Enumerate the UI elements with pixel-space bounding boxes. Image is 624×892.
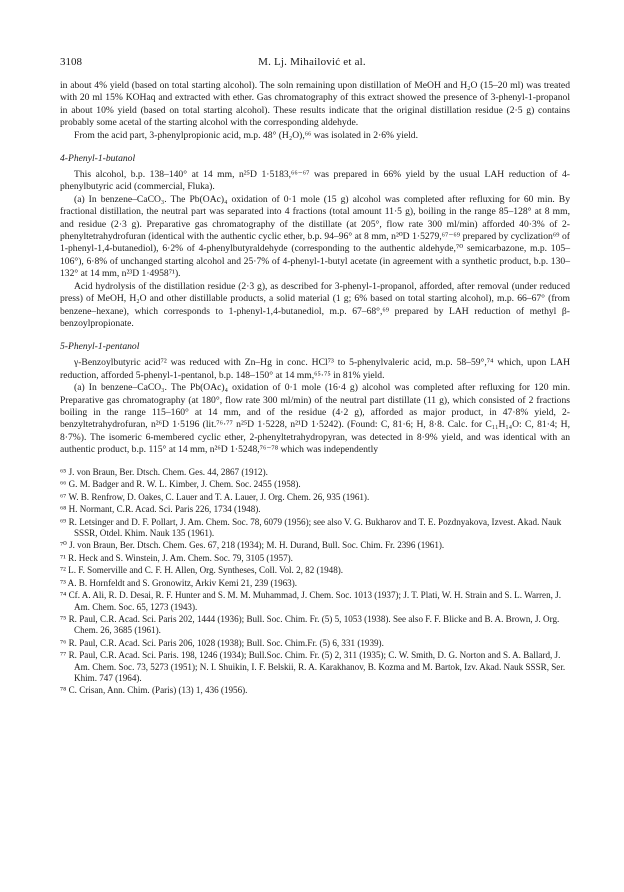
paragraph: Acid hydrolysis of the distillation residue (2·3 g), as described for 3-phenyl-1-propanol, afforded, after removal (under reduced press) of MeOH, H₂O and other distillable products, a solid material (1 g; 6% based on total starting alcohol), m.p. 66–67° (from benzene–hexane), which corresponds to 1-phenyl-1,4-butanediol, m.p. 67–68°,⁶⁹ prepared by LAH reduction of methyl β-benzoylpropionate. (60, 280, 570, 329)
page-number: 3108 (60, 56, 82, 68)
journal-page (60, 56, 570, 698)
reference-item: ⁷⁸ C. Crisan, Ann. Chim. (Paris) (13) 1, 436 (1956). (60, 685, 248, 696)
paragraph: (a) In benzene–CaCO₃. The Pb(OAc)₄ oxidation of 0·1 mole (15 g) alcohol was completed after refluxing for 60 min. By fractional distillation, the neutral part was separated into 4 fractions (total amount 11·5 g), boiling in the range 85–128° at 8 mm, and residue (2·3 g). Preparative gas chromatography of the distillate (at 205°, flow rate 300 ml/min) afforded 40·3% of 2-phenyltetrahydrofuran (identical with the authentic cyclic ether, b.p. 94–96° at 8 mm, n²⁰D 1·5279,⁶⁷⁻⁶⁹ prepared by cyclization⁶⁹ of 1-phenyl-1,4-butanediol), 6·2% of 4-phenylbutyraldehyde (corresponding to the authentic aldehyde,⁷⁰ semicarbazone, m.p. 105–106°), 6·8% of unchanged starting alcohol and 25·7% of 4-phenyl-1-butyl acetate (in agreement with a synthetic product, b.p. 130–132° at 14 mm, n²³D 1·4958⁷¹). (60, 193, 570, 280)
reference-item: ⁶⁶ G. M. Badger and R. W. L. Kimber, J. Chem. Soc. 2455 (1958). (60, 479, 301, 490)
section-heading: 5-Phenyl-1-pentanol (60, 341, 140, 353)
running-title: M. Lj. Mihailović et al. (258, 56, 366, 68)
reference-item: ⁷³ A. B. Hornfeldt and S. Gronowitz, Arkiv Kemi 21, 239 (1963). (60, 577, 298, 588)
paragraph: γ-Benzoylbutyric acid⁷² was reduced with Zn–Hg in conc. HCl⁷³ to 5-phenylvaleric acid, m.p. 58–59°,⁷⁴ which, upon LAH reduction, afforded 5-phenyl-1-pentanol, b.p. 148–150° at 14 mm,⁶⁵·⁷⁵ in 81% yield. (60, 357, 570, 381)
reference-item: ⁷⁶ R. Paul, C.R. Acad. Sci. Paris 206, 1028 (1938); Bull. Soc. Chim.Fr. (5) 6, 331 (1939). (60, 637, 384, 648)
paragraph: This alcohol, b.p. 138–140° at 14 mm, n²⁵D 1·5183,⁶⁶⁻⁶⁷ was prepared in 66% yield by the usual LAH reduction of 4-phenylbutyric acid (commercial, Fluka). (60, 169, 570, 193)
reference-item: ⁶⁷ W. B. Renfrow, D. Oakes, C. Lauer and T. A. Lauer, J. Org. Chem. 26, 935 (1961). (60, 491, 370, 502)
reference-item: ⁶⁵ J. von Braun, Ber. Dtsch. Chem. Ges. 44, 2867 (1912). (60, 466, 268, 477)
paragraph: in about 4% yield (based on total starting alcohol). The soln remaining upon distillation of MeOH and H₂O (15–20 ml) was treated with 20 ml 15% KOHaq and extracted with ether. Gas chromatography of this extract showed the presence of 3-phenyl-1-propanol in about 10% yield (based on total starting alcohol). These results indicate that the original distillation residue (2·5 g) contains probably some acetal of the starting alcohol with the corresponding aldehyde. (60, 80, 570, 129)
reference-item: ⁷⁷ R. Paul, C.R. Acad. Sci. Paris. 198, 1246 (1934); Bull.Soc. Chim. Fr. (5) 2, 311 (1935); C. W. Smith, D. G. Norton and S. A. Ballard, J. Am. Chem. Soc. 73, 5273 (1951); N. I. Shuikin, I. F. Belskii, R. A. Karakhanov, B. Kozma and M. Bartok, Izv. Akad. Nauk SSSR, Ser. Khim. 747 (1964). (60, 650, 566, 683)
reference-item: ⁷¹ R. Heck and S. Winstein, J. Am. Chem. Soc. 79, 3105 (1957). (60, 552, 293, 563)
paragraph: (a) In benzene–CaCO₃. The Pb(OAc)₄ oxidation of 0·1 mole (16·4 g) alcohol was completed after refluxing for 120 min. Preparative gas chromatography (at 180°, flow rate 300 ml/min) of the neutral part distillate (11 g), which consisted of 2 fractions boiling in the range 115–160° at 14 mm, and of the residue (4·2 g), afforded as major product, in 47·8% yield, 2-benzyltetrahydrofuran, n²⁶D 1·5196 (lit.⁷⁶·⁷⁷ n²⁵D 1·5228, n²¹D 1·5242). (Found: C, 81·6; H, 8·8. Calc. for C₁₁H₁₄O: C, 81·4; H, 8·7%). The isomeric 6-membered cyclic ether, 2-phenyltetrahydropyran, was detected in 8·9% yield, and was identical with an authentic product, b.p. 115° at 14 mm, n²⁶D 1·5248,⁷⁶⁻⁷⁸ which was independently (60, 382, 570, 456)
paragraph: From the acid part, 3-phenylpropionic acid, m.p. 48° (H₂O),⁶⁶ was isolated in 2·6% yield. (74, 129, 418, 141)
footnote-references (60, 467, 570, 697)
reference-item: ⁷⁴ Cf. A. Ali, R. D. Desai, R. F. Hunter and S. M. M. Muhammad, J. Chem. Soc. 1013 (1937); J. T. Plati, W. H. Strain and S. L. Warren, J. Am. Chem. Soc. 65, 1273 (1943). (60, 590, 561, 612)
section-heading: 4-Phenyl-1-butanol (60, 153, 136, 165)
reference-item: ⁶⁹ R. Letsinger and D. F. Pollart, J. Am. Chem. Soc. 78, 6079 (1956); see also V. G. Bukharov and T. E. Pozdnyakova, Izvest. Akad. Nauk SSSR, Otdel. Khim. Nauk 135 (1961). (60, 516, 562, 538)
reference-item: ⁷⁰ J. von Braun, Ber. Dtsch. Chem. Ges. 67, 218 (1934); M. H. Durand, Bull. Soc. Chim. Fr. 2396 (1961). (60, 540, 445, 551)
reference-item: ⁷² L. F. Somerville and C. F. H. Allen, Org. Syntheses, Coll. Vol. 2, 82 (1948). (60, 565, 344, 576)
page-header (60, 56, 570, 68)
body-text (60, 80, 570, 457)
reference-item: ⁷⁵ R. Paul, C.R. Acad. Sci. Paris 202, 1444 (1936); Bull. Soc. Chim. Fr. (5) 5, 1053 (1938). See also F. F. Blicke and B. A. Brown, J. Org. Chem. 26, 3685 (1961). (60, 614, 560, 636)
reference-item: ⁶⁸ H. Normant, C.R. Acad. Sci. Paris 226, 1734 (1948). (60, 504, 261, 515)
